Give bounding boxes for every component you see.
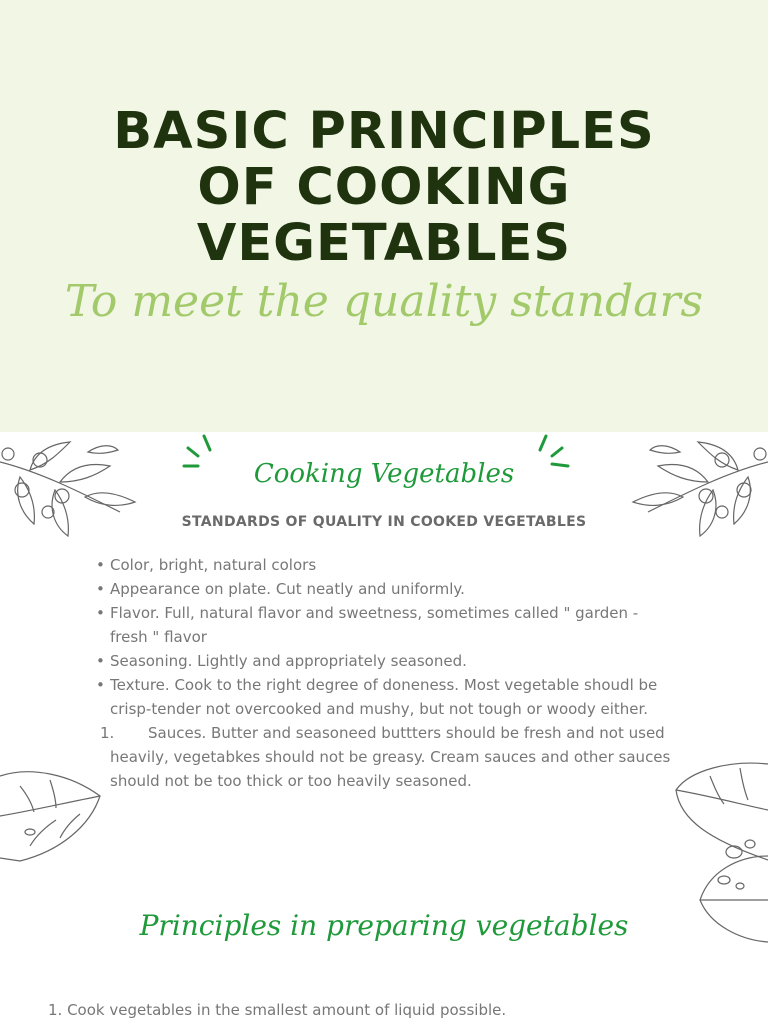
title-line: VEGETABLES xyxy=(196,214,572,273)
list-item-text: Flavor. Full, natural flavor and sweetness, sometimes called " garden - fresh " flavor xyxy=(110,604,639,646)
bullet-icon: • xyxy=(96,556,105,574)
title-line: BASIC PRINCIPLES xyxy=(113,102,655,161)
section-heading: STANDARDS OF QUALITY IN COOKED VEGETABLES xyxy=(181,514,587,530)
standards-list xyxy=(96,553,676,793)
bullet-icon: • xyxy=(96,652,105,670)
list-item xyxy=(96,673,676,721)
section-script-title: Cooking Vegetables xyxy=(253,459,515,489)
list-item xyxy=(96,601,676,649)
bullet-icon: • xyxy=(96,676,105,694)
list-item xyxy=(96,577,676,601)
bullet-icon: • xyxy=(96,604,105,622)
list-item-text: Sauces. Butter and seasoneed buttters should be fresh and not used heavily, vegetabkes should not be greasy. Cream sauces and other sauces should not be too thick or too heavily seasoned. xyxy=(110,724,671,790)
list-item: 1. Cook vegetables in the smallest amount of liquid possible. xyxy=(48,1001,507,1019)
list-item-text: Seasoning. Lightly and appropriately seasoned. xyxy=(110,652,467,670)
bullet-icon: • xyxy=(96,580,105,598)
list-item-text: Texture. Cook to the right degree of doneness. Most vegetable shoudl be crisp-tender not overcooked and mushy, but not tough or woody either. xyxy=(110,676,658,718)
list-number: 1. xyxy=(100,724,115,742)
list-item xyxy=(96,553,676,577)
numbered-list-item xyxy=(96,721,676,793)
title-line: OF COOKING xyxy=(197,158,571,217)
list-item-text: Appearance on plate. Cut neatly and uniformly. xyxy=(110,580,465,598)
hero-banner xyxy=(0,0,768,432)
principles-script-title: Principles in preparing vegetables xyxy=(139,909,629,942)
list-item-text: Color, bright, natural colors xyxy=(110,556,317,574)
page-subtitle: To meet the quality standars xyxy=(64,276,704,327)
monstera-leaf-illustration xyxy=(0,766,110,866)
list-item xyxy=(96,649,676,673)
page-title xyxy=(0,104,768,272)
